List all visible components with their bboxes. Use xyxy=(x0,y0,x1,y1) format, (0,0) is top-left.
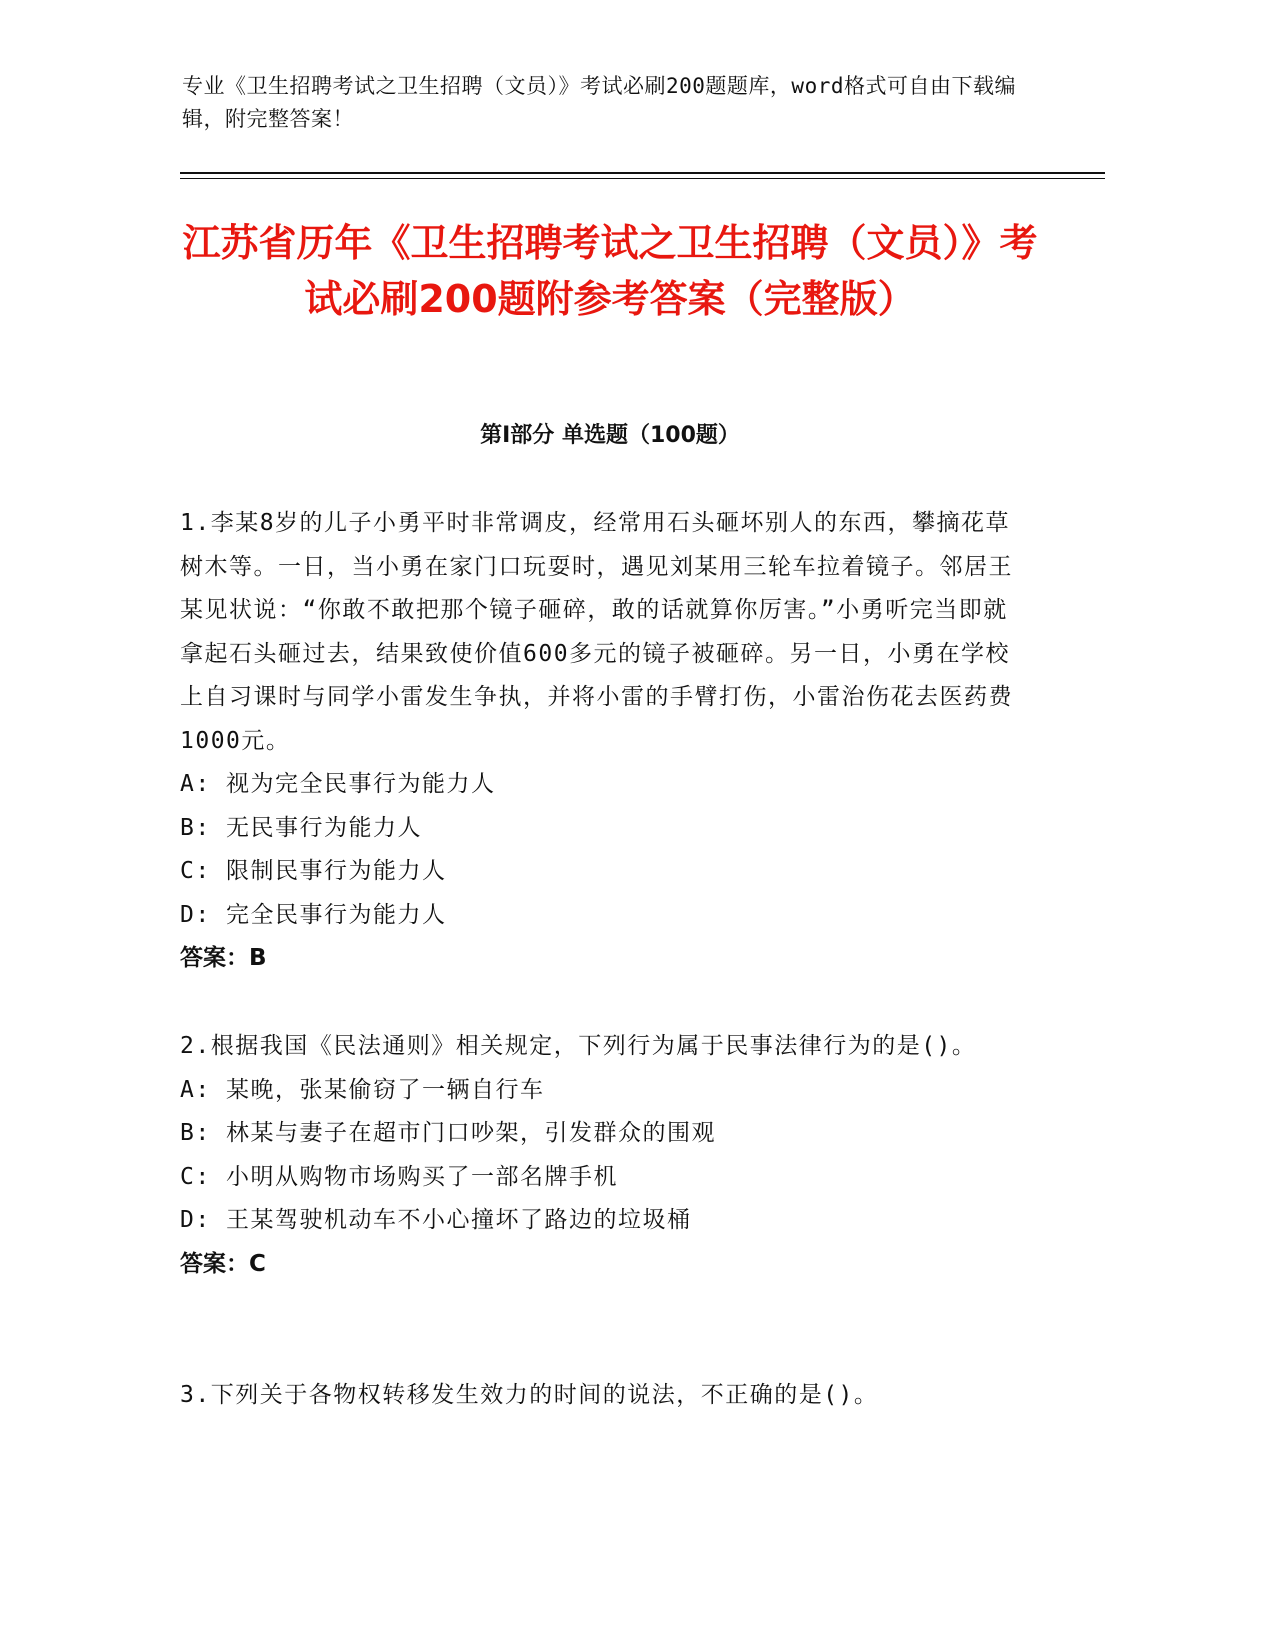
option-b: B: 林某与妻子在超市门口吵架，引发群众的围观 xyxy=(180,1120,717,1146)
option-a: A: 视为完全民事行为能力人 xyxy=(180,771,496,797)
option-c: C: 限制民事行为能力人 xyxy=(180,858,447,884)
option-b: B: 无民事行为能力人 xyxy=(180,814,423,841)
header-divider-thin xyxy=(180,178,1105,179)
question-2 xyxy=(180,1025,1030,1286)
answer: 答案：C xyxy=(180,1250,266,1277)
question-text: 1.李某8岁的儿子小勇平时非常调皮，经常用石头砸坏别人的东西，攀摘花草树木等。一日，当小勇在家门口玩耍时，遇见刘某用三轮车拉着镜子。邻居王某见状说：“你敢不敢把那个镜子砸碎，敢的话就算你厉害。”小勇听完当即就拿起石头砸过去，结果致使价值600多元的镜子被砸碎。另一日，小勇在学校上自习课时与同学小雷发生争执，并将小雷的手臂打伤，小雷治伤花去医药费1000元。 xyxy=(180,510,1013,754)
header-divider-thick xyxy=(180,172,1105,174)
option-a: A: 某晚，张某偷窃了一辆自行车 xyxy=(180,1076,545,1103)
question-text: 3.下列关于各物权转移发生效力的时间的说法，不正确的是()。 xyxy=(180,1382,879,1408)
document-title: 江苏省历年《卫生招聘考试之卫生招聘（文员）》考试必刷200题附参考答案（完整版） xyxy=(182,221,1038,321)
section-heading: 第I部分 单选题（100题） xyxy=(480,423,740,448)
question-3 xyxy=(180,1374,1030,1418)
answer: 答案：B xyxy=(180,945,267,971)
question-text: 2.根据我国《民法通则》相关规定，下列行为属于民事法律行为的是()。 xyxy=(180,1033,977,1059)
option-d: D: 完全民事行为能力人 xyxy=(180,901,447,928)
question-1 xyxy=(180,502,1030,981)
option-c: C: 小明从购物市场购买了一部名牌手机 xyxy=(180,1163,619,1190)
header-note: 专业《卫生招聘考试之卫生招聘（文员）》考试必刷200题题库，word格式可自由下载编辑，附完整答案！ xyxy=(182,74,1016,131)
option-d: D: 王某驾驶机动车不小心撞坏了路边的垃圾桶 xyxy=(180,1207,692,1233)
